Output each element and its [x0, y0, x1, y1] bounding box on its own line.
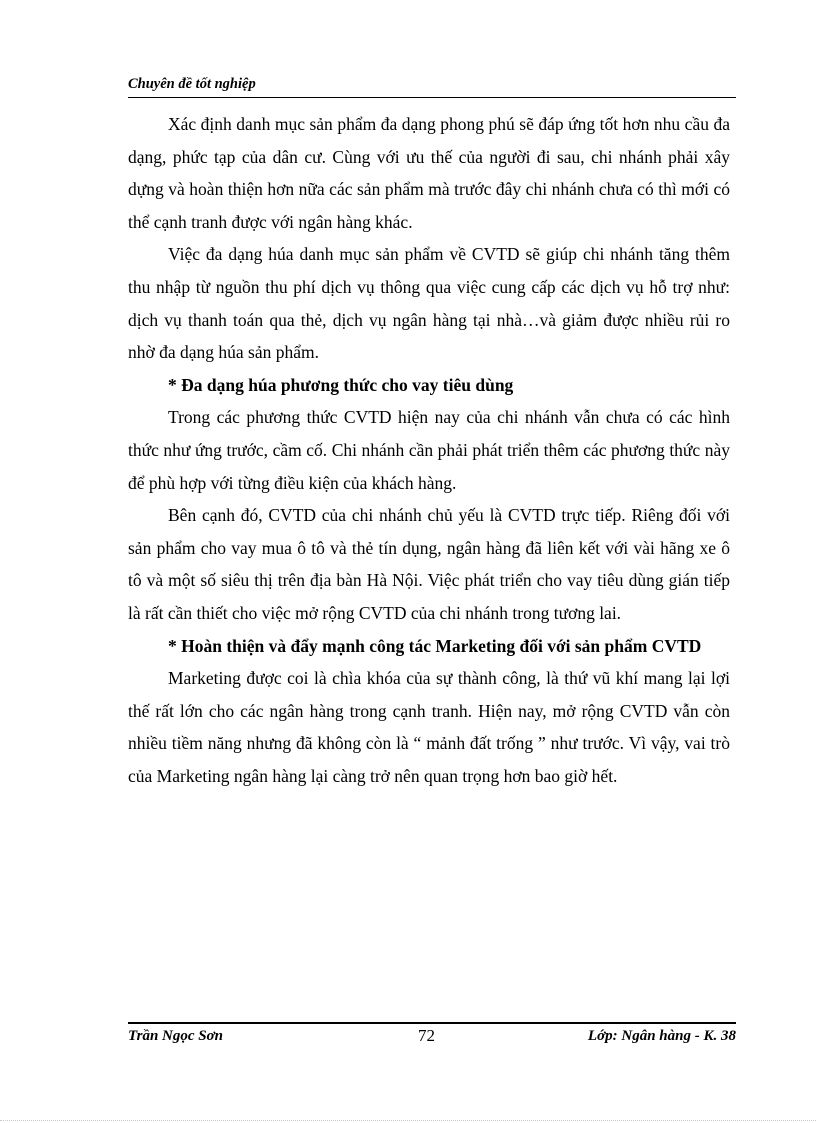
page-footer — [128, 1026, 736, 1048]
paragraph-portfolio-benefits: Việc đa dạng húa danh mục sản phẩm về CVTD sẽ giúp chi nhánh tăng thêm thu nhập từ nguồn thu phí dịch vụ thông qua việc cung cấp các dịch vụ hỗ trợ như: dịch vụ thanh toán qua thẻ, dịch vụ ngân hàng tại nhà…và giảm được nhiều rủi ro nhờ đa dạng húa sản phẩm. — [128, 244, 730, 363]
paragraph-product-diversity: Xác định danh mục sản phẩm đa dạng phong phú sẽ đáp ứng tốt hơn nhu cầu đa dạng, phức tạp của dân cư. Cùng với ưu thế của người đi sau, chi nhánh phải xây dựng và hoàn thiện hơn nữa các sản phẩm mà trước đây chi nhánh chưa có thì mới có thể cạnh tranh được với ngân hàng khác. — [128, 114, 730, 232]
footer-divider — [128, 1022, 736, 1024]
section-heading-marketing: * Hoàn thiện và đẩy mạnh công tác Marketing đối với sản phẩm CVTD — [168, 635, 702, 656]
header-divider — [128, 97, 736, 98]
running-header: Chuyên đề tốt nghiệp — [128, 76, 256, 92]
footer-author: Trần Ngọc Sơn — [128, 1028, 224, 1044]
document-body — [128, 108, 730, 792]
section-heading-lending-methods: * Đa dạng húa phương thức cho vay tiêu dùng — [168, 374, 514, 395]
footer-class-name: Lớp: Ngân hàng - K. 38 — [587, 1028, 736, 1044]
paragraph-marketing: Marketing được coi là chìa khóa của sự thành công, là thứ vũ khí mang lại lợi thế rất lớn cho các ngân hàng trong cạnh tranh. Hiện nay, mở rộng CVTD vẫn còn nhiều tiềm năng nhưng đã không còn là “ mảnh đất trống ” như trước. Vì vậy, vai trò của Marketing ngân hàng lại càng trở nên quan trọng hơn bao giờ hết. — [128, 668, 730, 786]
paragraph-lending-methods: Trong các phương thức CVTD hiện nay của chi nhánh vẫn chưa có các hình thức như ứng trước, cầm cố. Chi nhánh cần phải phát triển thêm các phương thức này để phù hợp với từng điều kiện của khách hàng. — [128, 407, 730, 493]
paragraph-indirect-lending: Bên cạnh đó, CVTD của chi nhánh chủ yếu là CVTD trực tiếp. Riêng đối với sản phẩm cho vay mua ô tô và thẻ tín dụng, ngân hàng đã liên kết với vài hãng xe ô tô và một số siêu thị trên địa bàn Hà Nội. Việc phát triển cho vay tiêu dùng gián tiếp là rất cần thiết cho việc mở rộng CVTD của chi nhánh trong tương lai. — [128, 505, 730, 623]
page-number: 72 — [418, 1026, 435, 1045]
page-edge-divider — [0, 1120, 816, 1121]
